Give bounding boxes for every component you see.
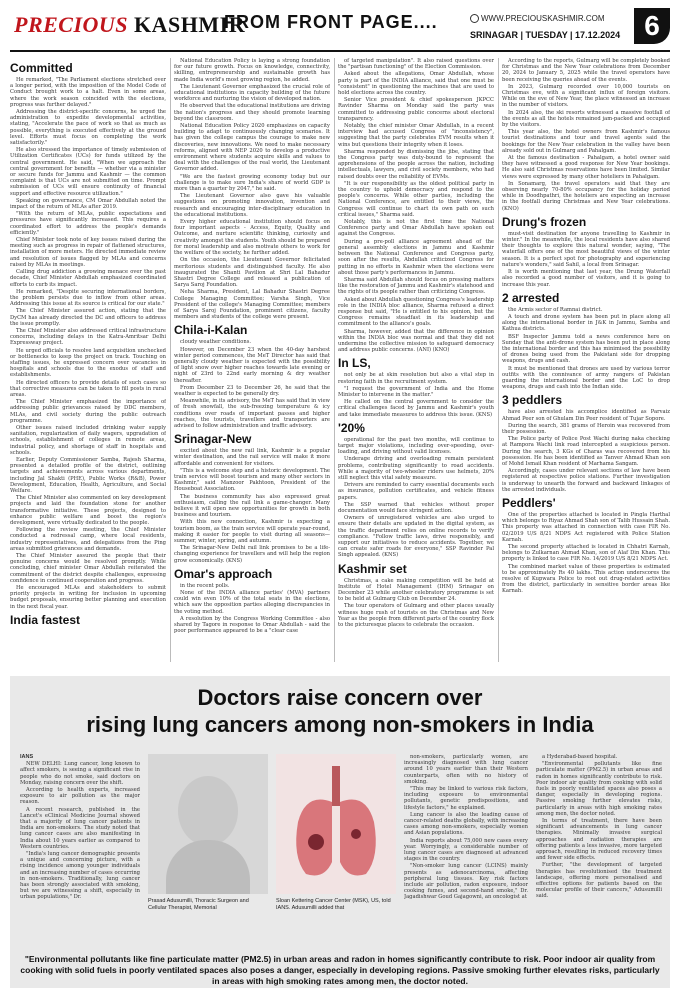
headline-drungs-frozen: Drung's frozen [502,214,587,229]
headline-india-fastest: India fastest [10,612,81,627]
lungs-icon [286,762,386,886]
paragraph: Sharma said Abdullah should focus on pressing matters like the restoration of Jammu and Kashmir's statehood and the rights of its people rather than criticizing Congress. [338,276,494,296]
paragraph: a Hyderabad-based hospital. [542,754,618,760]
paragraph: He remarked, "Despite securing international borders, the problem persists due to inflow from other areas. Addressing this issue at its source is critical for our state." [10,288,166,308]
paragraph: Sharma responded by dismissing the jibe, stating that the Congress party was duty-bound to represent the apprehensions of the people across the nation, including intellectuals, lawyers, and civil society members, who had raised doubts over the reliability of EVMs. [338,148,494,180]
paragraph: Asked about Abdullah questioning Congress's leadership role in the INDIA bloc alliance, Sharma refused a direct response but said, "He is entitled to his opinion, but the Congress remains steadfast in its leadership and commitment to the alliance's goals. [338,296,494,328]
paragraph: Every higher educational institution should focus on four important aspects - Access, Equity, Quality and Outcome, and nurture scientific thinking, curiosity and creativity amongst the students. Youth should be prepared for moral leadership and also motivate others to work for the welfare of the society, he further added. [174,219,330,257]
paragraph: Drivers are reminded to carry essential documents such as insurance, pollution certificates, and vehicle fitness papers. [338,482,494,501]
paragraph: The Lieutenant Governor also gave his valuable suggestions on promoting innovation, invention and research and encouraging inter-disciplinary education in the educational institutions. [174,193,330,218]
paragraph: He called on the central government to consider the critical challenges faced by Jammu and Kashmir's youth and take immediate measures to address this issue. (KNS) [338,399,494,418]
dateline: SRINAGAR | TUESDAY | 17.12.2024 [470,30,621,40]
paragraph: Earlier, Deputy Commissioner Samba, Rajesh Sharma, presented a detailed profile of the district, outlining targets and achievements across various departments, including Jal Shakti (PHE), Public Works (R&B), Power Development, Education, Health, Agriculture, and Social Welfare. [10,456,166,494]
paragraph: Underage driving and overloading remain persistent problems, contributing significantly to road accidents. While a majority of two-wheeler riders use helmets, 20% still neglect this vital safety measure. [338,456,494,481]
feature-column-4 [536,754,662,944]
paragraph: This year also, the hotel owners from Kashmir's famous tourist destinations and tour and travel agents said the bookings for the New Year celebration in the valley have been already sold out in Gulmarg and Pahalgam. [502,129,670,154]
headline-omars-approach: Omar's approach [174,566,273,581]
paragraph: The Chief Minister assured action, stating that the DyCM has already directed the DC and officers to address the issue promptly. [10,308,166,327]
paragraph: In Sonamarg, the travel operators said that they are observing nearly 70-80% occupancy for the holiday period while in Doodhpathri, the hoteliers are expecting an increase in the footfall during Christmas and New Year celebrations. (KNO) [502,180,670,212]
paragraph: "Environmental pollutants like fine particulate matter (PM2.5) in urban areas and radon in homes significantly contribute to risk. Poor indoor air quality from cooking with solid fuels in poorly ventilated spaces also poses a danger, especially in developing regions. Passive smoking further elevates risks, particularly in areas with high smoking rates among men, the doctor noted. [536,761,662,817]
paragraph: Notably, this is not the first time the National Conference party and Omar Abdullah have spoken out against the Congress. [338,219,494,238]
paragraph: Speaking on governance, CM Omar Abdullah noted the impact of the return of MLAs after 2019. [10,197,166,211]
paragraph: "It is our responsibility as the oldest political party in the country to uphold democracy and respond to the people's concerns. While other parties, including the National Conference, are entitled to their views, the Congress will continue to chart its own path on such critical issues," Sharma said. [338,180,494,218]
paragraph: On the occasion, the Lieutenant Governor felicitated meritorious students and distinguished faculty. He also inaugurated the Shanti Pavilion at Shri Lal Bahadur Shastri Degree College and released a publication of Sarya Saroj Foundation. [174,257,330,289]
paragraph: Addressing the district-specific concerns, he urged the administration to expedite developmental activities, stating, "Accelerate the pace of work so that as much as possible, everything is executed effectively at the ground level. Efforts must focus on completing the work satisfactorily." [10,109,166,147]
paragraph: From December 23 to December 26, he said that the weather is expected to be generally dry. [174,384,330,397]
paragraph: One of the properties attached is located in Pingla Harthal which belongs to Riyaz Ahmad Shah son of Talib Hussain Shah. This property was attached in connection with case FIR No. 02/2019 U/S 8/21 NDPS Act registered with Police Station Karnah. [502,511,670,543]
column-3 [338,58,494,662]
paragraph: The Srinagar-New Delhi rail link promises to be a life-changing experience for travellers and will help the region grow economically. (KNS) [174,545,330,564]
paragraph: He urged officials to resolve land acquisition unchecked or bottlenecks to keep the project on track. Touching on staffing issues, he expressed concern over vacancies in hospitals and schools due to the exodus of staff and establishments. [10,347,166,379]
paragraph: Following the review meeting, the Chief Minister conducted a redressal camp, where local residents, industry representatives, and delegations from the Ping areas submitted grievances and demands. [10,527,166,552]
column-4 [502,58,670,662]
paragraph: It must be mentioned that drones are used by various terror outfits with the connivance of army rangers of Pakistan guarding the international border and the LoC to drop weapons, drugs and cash into the Indian side. [502,365,670,391]
paragraph: With this new connection, Kashmir is expecting a tourism boom, as the train service will operate year-round, making it easier for people to visit during all seasons—summer, winter, spring, and autumn. [174,519,330,545]
headline-peddlers: Peddlers' [502,495,556,510]
website-link[interactable]: WWW.PRECIOUSKASHMIR.COM [470,14,605,23]
paragraph: of targeted manipulation". It also raised questions over the "partisan functioning" of the Election Commission. [338,58,494,71]
paragraph: India reports about 75,000 new cases every year. Worryingly, a considerable number of lung cancer cases are diagnosed at advanced stages in the country. [404,837,528,863]
paragraph: The Chief Minister also commented on key development projects and laid the foundation stone for another transformative initiative. These projects, designed to enhance public welfare and boost the region's development, were virtually dedicated to the people. [10,495,166,527]
paragraph: have also arrested his accomplice identified as Parvaiz Ahmad Peer son of Ghulam Din Peer resident of Tujar Sopore. [502,409,670,422]
paragraph: operational for the past two months, will continue to target major violations, including over-speeding, over-loading, and driving without valid licenses. [338,436,494,456]
headline-chila-i-kalan: Chila-i-Kalan [174,323,248,338]
headline-20-percent: '20% [338,420,365,435]
lungs-illustration [276,754,396,894]
paragraph: The combined market value of these properties is estimated to be approximately Rs 40 lakhs. This action underscores the resolve of Kupwara Police to root out drug-related activities from the district, particularly in sensitive border areas like Karnah. [502,563,670,595]
paragraph: Meanwhile, in its advisory, the MeT has said that in view of fresh snowfall, the sub-freezing temperature & icy conditions over roads of important passes and higher reaches, the tourists, travellers and transporters are advised to follow administration and traffic advisory. [174,398,330,429]
paragraph: The Chief Minister also addressed critical infrastructure concerns, including delays in the Katra-Amritsar Delhi Expressway project. [10,327,166,347]
page-number: 6 [634,8,670,44]
photo-caption-2: Sloan Kettering Cancer Center (MSK), US, told IANS. Adusumilli added that [276,898,391,911]
masthead [10,8,670,50]
paragraph: He remarked, "The Parliament elections stretched over a longer period, with the imposition of the Model Code of Conduct brought work to a halt. Even in some areas, where the work season coincided with the elections, progress was further delayed." [10,77,166,108]
paragraph: A recent research, published in the Lancet's eClinical Medicine Journal showed that a majority of lung cancer patients in India are non-smokers. The study noted that lung cancer cases are also manifesting in India about 10 years earlier as compared to Western countries. [20,806,140,850]
column-divider [170,58,171,662]
paragraph: Asked about the allegations, Omar Abdullah, whose party is part of the INDIA alliance, said that one must be "consistent" in questioning the machines that are used to hold elections across the country. [338,71,494,97]
paragraph: The SSP warned that vehicles without proper documentation would face stringent action. [338,501,494,514]
doctor-photo [148,754,268,894]
paragraph: non-smokers, particularly women, are increasingly diagnosed with lung cancer around 10 years earlier than their Western counterparts, often with no history of smoking. [404,754,528,785]
paragraph: NEW DELHI: Lung cancer, long known to affect smokers, is seeing a significant rise in people who do not smoke, said doctors on Monday, raising concern over the shift. [20,761,140,786]
paragraph: He observed that the educational institutions are driving the nation's progress and they should promote learning beyond the classroom. [174,103,330,122]
paragraph: Accordingly, cases under relevant sections of law have been registered at respective police stations. Further investigation is underway to unearth the forward and backward linkages of the arrested individuals. [502,468,670,493]
portrait-silhouette [178,776,238,846]
paragraph: The Police party of Police Post Wachi during naka checking at Ramporа Wachi link road intercepted a suspicious person. During the search, 3 KGs of Charas was recovered from his possession. He has been identified as Tanver Ahmad Khan son of Mohd Ismail Khan resident of Marhama Sangam. [502,436,670,467]
newspaper-logo: PRECIOUS KASHMIR [14,12,246,37]
column-1 [10,58,166,662]
headline-kashmir-set: Kashmir set [338,561,407,576]
paragraph: The Chief Minister assured the people that their genuine concerns would be resolved promptly. While concluding, chief minister Omar Abdullah reiterated the commitment of the district despite challenges, expressing confidence in continued cooperation and progress. [10,553,166,584]
headline-srinagar-new: Srinagar-New [174,432,252,447]
feature-column-1 [20,754,140,944]
byline: IANS [20,754,34,760]
paragraph: According to the reports, Gulmarg will be completely booked for Christmas and the New Year celebrations from December 20, 2024 to January 5, 2025 while the travel operators have been receiving the queries ahead of the events. [502,58,670,83]
column-2 [174,58,330,662]
photo-caption-1: Prasad Adusumilli, Thoracic Surgeon and Cellular Therapist, Memorial [148,898,249,911]
paragraph: Owners of unregistered vehicles are also urged to ensure their details are updated in the digital system, as the traffic department relies on online records to verify compliance. "Follow traffic laws, drive responsibly, and support our initiatives to reduce accidents. Together, we can create safer roads for everyone," SSP Ravinder Pal Singh appealed. (KNS) [338,515,494,559]
paragraph: Sharma, however, added that the difference in opinion within the INDIA bloc was normal and that they did not undermine the collective mission to safeguard democracy and address public concerns. (ANI) (KNO) [338,328,494,354]
paragraph: Lung cancer is also the leading cause of cancer-related deaths globally, with increasing cases among non-smokers, especially women and Asian populations. [404,811,528,837]
paragraph: "With the return of MLAs, public expectations and pressures have significantly increased. This requires a coordinated effort to address the people's demands efficiently." [10,211,166,236]
column-divider [498,58,499,662]
paragraph: must-visit destination for anyone travelling to Kashmir in winter." In the meanwhile, the local residents have also shared their thoughts to explore this natural wonder, saying, "The waterfall offers one of the most beautiful views of the winter season. It is a perfect spot for photography and experiencing nature's wonders," said Sahil, a local from Srinagar. [502,230,670,268]
paragraph: Neha Sharma, President, Lal Bahadur Shastri Degree College Managing Committee; Varsha Singh, Vice President of the college's Managing Committee; members of Sarya Saroj Foundation, prominent citizens, faculty members and students of the college were present. [174,289,330,321]
paragraph: Chief Minister took note of key issues raised during the meeting such as progress in repair of flattened structures, installation of more meters. He directed immediate review and resolution of issues flagged by MLAs and concerns raised by MLAs in meetings. [10,237,166,268]
paragraph: Christmas, a cake making competition will be held at Institute of Hotel Management (IHM) Srinagar on December 23 while another celebratory programme is set to be held at Gulmarg Club on December 24. [338,577,494,603]
paragraph: It is worth mentioning that last year, the Drung Waterfall also recorded a good number of visitors, and it is going to increase this year. [502,269,670,288]
paragraph: Senior Vice president & chief spokesperson JKPCC Ravinder Sharma on Monday said the party was committed to addressing public concerns about electoral transparency. [338,97,494,122]
paragraph: cloudy weather conditions. [180,339,252,346]
headline-committed: Committed [10,61,73,75]
paragraph: During the search, 381 grams of Heroin was recovered from their possession. [502,422,670,435]
paragraph: in the recent polls. [180,582,230,589]
paragraph: Other issues raised included drinking water supply sanitation, regularization of daily wagers, upgradation of schools, establishment of colleges in remote areas, industrial policy, and shortage of staff in hospitals and schools. [10,424,166,456]
paragraph: Notably, the chief minister Omar Abdullah, in a recent interview had accused Congress of "inconsistency", suggesting that the party celebrates EVM results when it wins but questions their integrity when it loses. [338,123,494,148]
paragraph: The Lieutenant Governor emphasized the crucial role of educational institutions in capacity building of the future workforce and nurturing the vision of developed nation. [174,83,330,103]
paragraph: He encouraged MLAs and stakeholders to submit priority projects in writing for inclusion in upcoming budget proposals, ensuring better planning and execution in the next fiscal year. [10,585,166,610]
paragraph: The tour operators of Gulmarg and other places usually witness huge rush of tourists on the Christmas and New Year as the people from different parts of the country flock to the picturesque places to celebrate the occasion. [338,603,494,629]
paragraph: None of the INDIA alliance parties' (MVA) partners could win even 10% of the total seats in the elections, which saw the opposition parties alleging discrepancies in the voting method. [174,590,330,615]
paragraph: "I request the government of India and the Home Minister to intervene in the matter." [338,385,494,398]
paragraph: In 2023, Gulmarg recorded over 10,000 tourists on Christmas eve, with a significant influx of foreign visitors. While on the eve of New Year, the place witnessed an increase in the number of visitors. [502,83,670,109]
paragraph: BSF Inspector Jammu told a news conference here on Sunday that the anti-drone system has been put in place along the international border and this has minimised the possibility of drones being used from the Pakistani side for dropping weapons, drugs and cash. [502,333,670,365]
paragraph: The business community has also expressed great enthusiasm, calling the rail link a game-changer. Many believe it will open new opportunities for growth in both business and tourism. [174,493,330,519]
paragraph: During a pre-poll alliance agreement ahead of the general assembly elections in Jammu and Kashmir between the National Conference and Congress party, soon after the results, Abdullah criticized Congress for putting in no efforts in Kashmir when the elections were about those party's performances in Jammu. [338,238,494,276]
feature-story [10,676,670,988]
headline-in-ls: In LS, [338,356,371,371]
paragraph: He also stressed the importance of timely submission of Utilization Certificates (UCs) for funds utilized by the central government. He said, "When we approach the central government for benefits — whether via a minister or secure funds for Jammu and Kashmir — the common complaint is that UCs are not submitted on time. Prompt submission of UCs will ensure continuity of financial support and effective resource utilization." [10,147,166,197]
section-title: FROM FRONT PAGE.... [224,12,438,32]
paragraph: Further, "the development of targeted therapies has revolutionised the treatment landscape, offering more personalised and effective options for patients based on the molecular profile of their cancers," Adusumilli said. [536,862,662,900]
paragraph: "This may be linked to various risk factors, including exposure to environmental pollutants, genetic predispositions, and lifestyle factors," he explained. [404,786,528,811]
portrait-shoulders [166,840,250,894]
paragraph: the Armis sector of Ramnai district. [508,306,603,313]
paragraph: Calling drug addiction a growing menace over the past decade, Chief Minister Abdullah emphasized coordinated efforts to curb its impact. [10,269,166,288]
paragraph: National Education Policy 2020 emphasizes on capacity building to adapt to continuously changing scenarios. It has given the college campus the courage to make new discoveries, new innovations. We need to make necessary reforms, aligned with NEP 2020 to develop a productive environment where students acquire skills and values to deal with the challenges of the real world, the Lieutenant Governor added. [174,123,330,173]
paragraph: However, on December 23 when the 40-day harshest winter period commences, the MeT Director has said that generally cloudy weather is expected with the possibility of light snow over higher reaches towards late evening or night of 23rd to 22nd early morning & dry weather thereafter. [174,346,330,384]
paragraph: not only be at skin resolution but also a vital step in restoring faith in the recruitment system. [338,372,494,385]
paragraph: "India's lung cancer demographic presents a unique and concerning picture, with a rising incidence among younger individuals and an increasing number of cases occurring in non-smokers. Traditionally, lung cancer has been strongly associated with smoking, but we are witnessing a shift, especially in urban populations," Dr. [20,851,140,901]
paragraph: excited about the new rail link, Kashmir is a popular winter destination, and the rail service will make it more affordable and convenient for visitors. [174,448,330,467]
paragraph: The second property attached is located in Chhatri Karnah, belongs to Zulkarnan Ahmad Khan, son of Alaf Din Khan. This property is linked to case FIR No. 14/2019 U/S 8/21 NDPS Act. [502,544,670,563]
paragraph: The Chief Minister emphasized the importance of addressing public grievances raised by DDC members, MLAs, and civil society during the public outreach programme. [10,399,166,424]
feature-column-3 [404,754,528,944]
masthead-rule [10,50,670,52]
globe-icon [470,14,479,23]
paragraph: In 2024 also, the ski resorts witnessed a massive footfall of the events as all the hotels remained jam-packed and occupied by the visitors. [502,109,670,129]
paragraph: He directed officers to provide details of such cases so that corrective measures can be taken to fill posts in rural areas. [10,379,166,398]
paragraph: In terms of treatment, there have been significant advancements in lung cancer therapies. Minimally invasive surgical approaches and radiation therapies are offering patients a less invasive, more targeted approach, resulting in reduced recovery times and fewer side effects. [536,818,662,862]
paragraph: A touch and drone system has been put in place along all along the international border in J&K in Jammu, Samba and Kathua districts. [502,313,670,333]
paragraph: "We are the fastest growing economy today but our challenge is to make sure India's share of world GDP is more than a quarter by 2047," he said. [174,173,330,193]
headline-3-peddlers: 3 peddlers [502,393,563,408]
pull-quote: "Environmental pollutants like fine particulate matter (PM2.5) in urban areas and radon in homes significantly contribute to risk. Poor indoor air quality from cooking with solid fuels in poorly ventilated spaces also poses a danger, especially in developing regions. Passive smoking further elevates risks, particularly in areas with high smoking rates among men, the doctor noted. [20,954,660,986]
paragraph: A resolution by the Congress Working Committee - also shared by Tagore in response to Omar Abdullah - said the poor performance appeared to be a "clear case [174,615,330,635]
paragraph: According to health experts, increased exposure to air pollution as the major reason. [20,787,140,806]
headline-2-arrested: 2 arrested [502,290,560,305]
paragraph: National Education Policy is laying a strong foundation for our future growth. Focus on knowledge, connectivity, skilling, entrepreneurship and sustainable growth has made India world's most growing region, he added. [174,58,330,83]
paragraph: At the famous destination - Pahalgam, a hotel owner said they have witnessed a good response for New Year bookings. He also said Christmas reservations have been limited. Similar views were expressed by many other hoteliers in Pahalgam. [502,155,670,180]
column-divider [334,58,335,662]
feature-headline: Doctors raise concern over rising lung cancers among non-smokers in India [86,685,594,737]
paragraph: "Non-smoker lung cancer (LCINS) mainly presents as adenocarcinoma, affecting peripheral lung tissues. Key risk factors include air pollution, radon exposure, indoor cooking fumes, and second-hand smoke," Dr. Jagadishwar Goud Gajagowni, an oncologist at [404,863,528,901]
paragraph: "This is a welcome step and a historic development. The train service will boost tourism and many other sectors in Kashmir," said Manzoor Pakhtoon, President of the Houseboat Association. [174,467,330,493]
